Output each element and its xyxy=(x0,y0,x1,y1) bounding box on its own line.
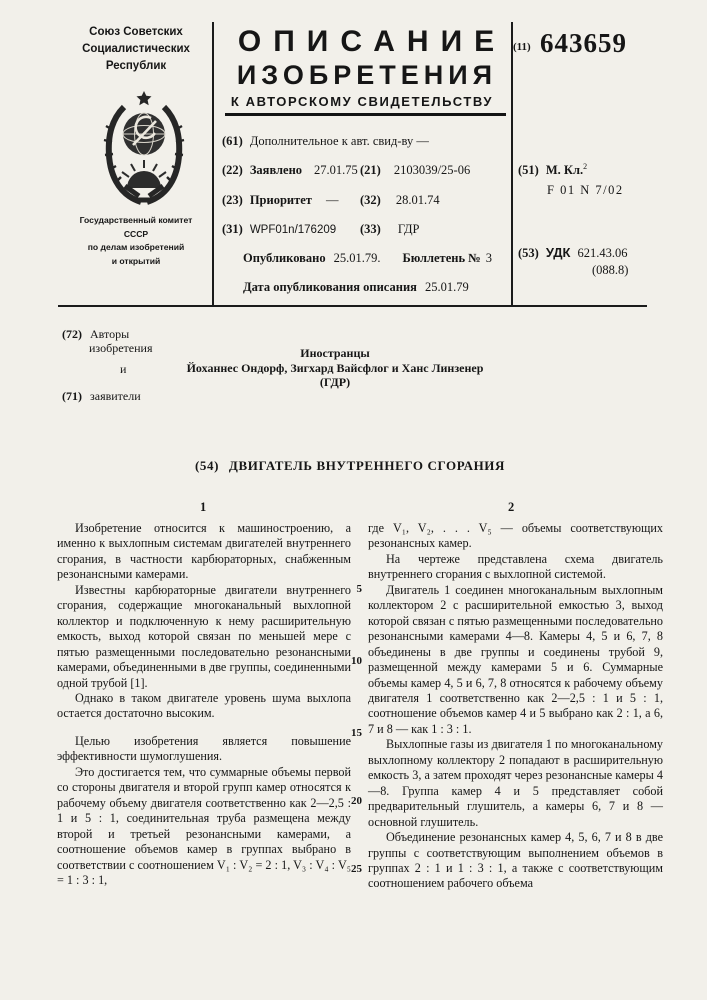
field-text: Дополнительное к авт. свид-ву — xyxy=(249,134,429,148)
union-line: Социалистических xyxy=(82,43,190,55)
field-code: (71) xyxy=(62,389,82,403)
doc-type-title2: ИЗОБРЕТЕНИЯ xyxy=(236,60,498,90)
authors-conjunction: и xyxy=(120,362,127,376)
udk-row xyxy=(518,245,627,261)
committee-name xyxy=(58,214,214,268)
author-names: Йоханнес Ондорф, Зигхард Вайсфлог и Ханс Линзенер xyxy=(186,360,484,375)
paragraph: Однако в таком двигателе уровень шума выхлопа остается достаточно высоким. xyxy=(57,690,351,721)
bulletin-number: 3 xyxy=(485,251,492,265)
biblio-row-31 xyxy=(222,222,336,237)
biblio-row-61 xyxy=(222,134,429,149)
subtitle-underline xyxy=(225,113,506,116)
field-value: WPF01n/176209 xyxy=(249,224,337,236)
paragraph: Двигатель 1 соединен многоканальным выхлопным коллектором 2 с расширительной емкостью 3, выход которой связан с пятью размещенными последовательно резонансными камерами 4—8. Камеры 4, 5 и 6, 7, 8 объединены в две группы и соединены трубой 9, размещенной между камерами 5 и 6. Суммарные объемы камер 4, 5 и 6, 7, 8 относятся к рабочему объему двигателя 1 соответственно как 2—2,5 : 1 и 5 : 1, соотношение объемов камер 4 и 5 выбрано как 2 : 1, а 6, 7 и 8 — как 1 : 3 : 1. xyxy=(368,582,663,736)
union-line: Республик xyxy=(105,60,167,72)
committee-line: Государственный комитет xyxy=(79,215,193,225)
field-code: (32) xyxy=(360,193,381,207)
line-number: 25 xyxy=(351,863,362,875)
field-value: 27.01.75 xyxy=(314,163,358,177)
mkl-value: F 01 N 7/02 xyxy=(547,183,624,197)
doc-number-code: (11) xyxy=(513,41,531,53)
doc-type-title: ОПИСАНИЕ xyxy=(237,25,507,58)
ussr-coat-of-arms-icon xyxy=(99,90,189,208)
biblio-row-23 xyxy=(222,193,338,208)
line-number: 20 xyxy=(351,795,362,807)
author-country: (ГДР) xyxy=(319,375,351,389)
field-code: (23) xyxy=(222,193,243,207)
biblio-row-22 xyxy=(222,163,358,178)
field-value: ГДР xyxy=(397,222,420,236)
udk-label: УДК xyxy=(545,245,571,260)
field-code: (53) xyxy=(518,246,539,260)
mkl-sup: 2 xyxy=(583,162,588,171)
field-code: (51) xyxy=(518,163,539,178)
paragraph: Это достигается тем, что суммарные объемы первой со стороны двигателя и второй групп камер относятся к рабочему объему двигателя соответственно как 2—2,5 : 1 и 5 : 1, соединительная труба размещена между второй и третьей резонансными камерами, а соотношение объемов камер в группах выбрано в соответствии с соотношением V₁ : V₂ = 2 : 1, V₃ : V₄ : V₅ = 1 : 3 : 1, xyxy=(57,764,351,887)
body-column-right xyxy=(368,521,663,892)
udk-value2: (088.8) xyxy=(592,263,629,277)
publication-desc-row xyxy=(243,280,469,295)
field-label: Приоритет xyxy=(249,193,312,207)
committee-line: СССР xyxy=(123,228,149,239)
field-code: (22) xyxy=(222,163,243,177)
vertical-divider xyxy=(212,22,214,307)
field-code: (61) xyxy=(222,134,243,148)
invention-title-text: ДВИГАТЕЛЬ ВНУТРЕННЕГО СГОРАНИЯ xyxy=(228,458,505,473)
udk-value: 621.43.06 xyxy=(577,246,628,260)
column-2-header: 2 xyxy=(508,500,515,514)
applicants-label: заявители xyxy=(90,389,141,403)
column-1-header: 1 xyxy=(200,500,207,514)
doc-number: 643659 xyxy=(540,28,627,58)
paragraph: Изобретение относится к машиностроению, а именно к выхлопным системам двигателей внутреннего сгорания, в частности карбюраторных, снабженным резонансными камерами. xyxy=(57,521,351,582)
line-number: 5 xyxy=(356,583,362,595)
paragraph: Объединение резонансных камер 4, 5, 6, 7 и 8 в две группы с соответствующим выполнением объемов в группах 2 : 1 и 1 : 3 : 1, а также с соответствующим соотношением рабочего объема xyxy=(368,830,663,891)
body-column-left xyxy=(57,521,351,888)
biblio-row-32 xyxy=(360,193,440,208)
published-row xyxy=(243,251,492,266)
union-line: Союз Советских xyxy=(89,26,183,38)
union-name xyxy=(60,24,212,75)
foreigners-label: Иностранцы xyxy=(300,346,370,360)
authors-label: Авторы xyxy=(90,327,130,341)
published-date: 25.01.79. xyxy=(333,251,381,265)
paragraph: Известны карбюраторные двигатели внутреннего сгорания, содержащие многоканальный выхлопной коллектор и подключенную к нему расширительную емкость, выход которой связан по меньшей мере с пятью размещенными последовательно резонансными камерами, объединенными в две группы, соединенными одной трубой [1]. xyxy=(57,582,351,690)
committee-line: по делам изобретений xyxy=(87,242,185,252)
authors-field xyxy=(62,327,129,342)
mkl-label: М. Кл. xyxy=(545,163,584,178)
field-value: 28.01.74 xyxy=(395,193,440,207)
field-code: (31) xyxy=(222,222,243,236)
line-number: 15 xyxy=(351,727,362,739)
line-number: 10 xyxy=(351,655,362,667)
pub-desc-date: 25.01.79 xyxy=(424,280,469,294)
biblio-row-21 xyxy=(360,163,470,178)
paragraph: Выхлопные газы из двигателя 1 по многоканальному выхлопному коллектору 2 попадают в расширительную емкость 3, а затем проходят через резонансные камеры 4—8. Группа камер 4 и 5 представляет собой предварительный глушитель, а камеры 6, 7 и 8 — основной глушитель. xyxy=(368,737,663,829)
bulletin-label: Бюллетень № xyxy=(402,251,481,265)
field-label: Заявлено xyxy=(249,163,303,177)
field-code: (21) xyxy=(360,163,381,177)
field-value: 2103039/25-06 xyxy=(393,163,471,177)
field-code: (54) xyxy=(195,458,220,473)
committee-line: и открытий xyxy=(111,255,161,266)
paragraph: где V₁, V₂, . . . V₅ — объемы соответствующих резонансных камер. xyxy=(368,521,663,551)
pub-desc-label: Дата опубликования описания xyxy=(243,280,417,294)
applicants-field xyxy=(62,389,141,404)
doc-subtitle: К АВТОРСКОМУ СВИДЕТЕЛЬСТВУ xyxy=(230,94,494,109)
paragraph: На чертеже представлена схема двигатель внутреннего сгорания с выхлопной системой. xyxy=(368,551,663,582)
authors-label2: изобретения xyxy=(89,341,153,355)
paragraph: Целью изобретения является повышение эффективности шумоглушения. xyxy=(57,733,351,764)
mkl-row xyxy=(518,162,587,178)
field-code: (33) xyxy=(360,222,381,236)
published-label: Опубликовано xyxy=(243,251,326,265)
field-code: (72) xyxy=(62,327,82,341)
header-bottom-rule xyxy=(58,305,647,307)
biblio-row-33 xyxy=(360,222,419,237)
field-value: — xyxy=(325,193,339,207)
invention-title xyxy=(100,458,600,474)
authors-names-block xyxy=(140,346,530,390)
